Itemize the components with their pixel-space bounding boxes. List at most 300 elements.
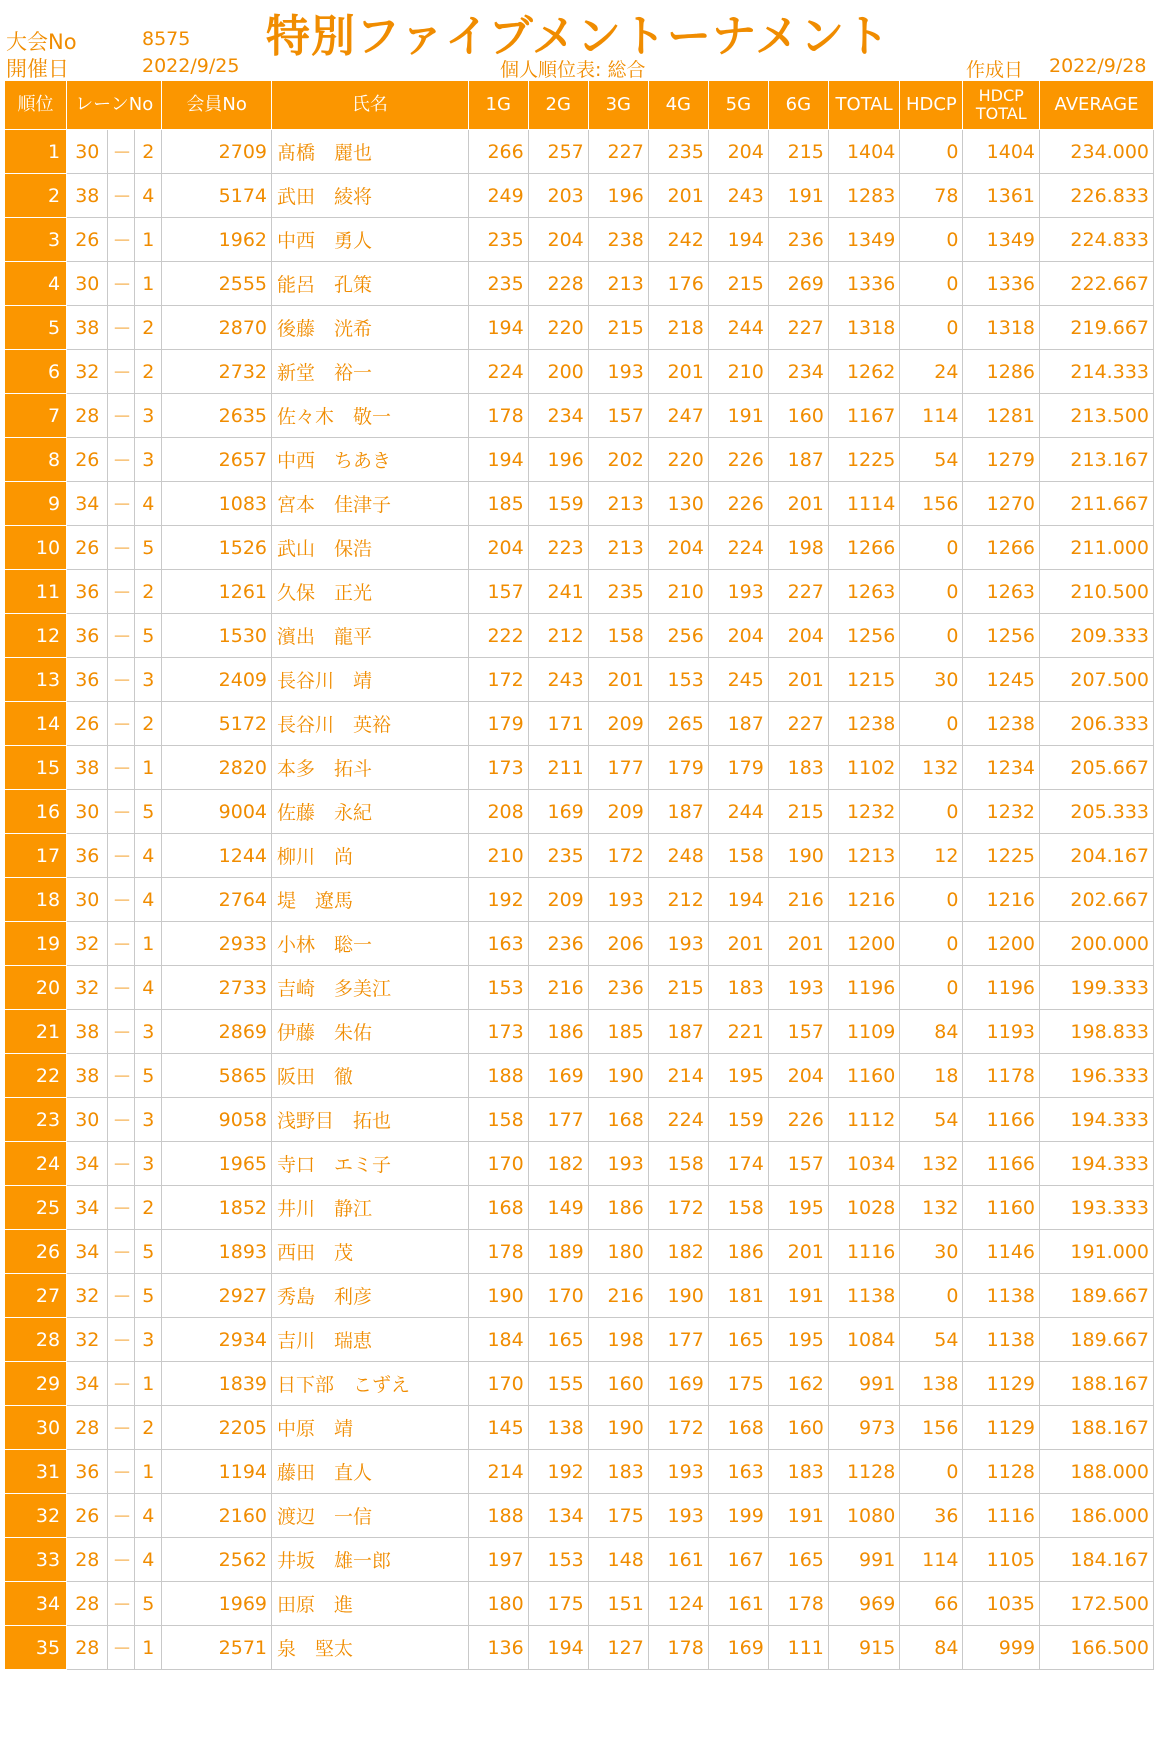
game2-cell: 171 <box>528 702 588 746</box>
table-row <box>5 746 1154 790</box>
game1-cell: 145 <box>468 1406 528 1450</box>
lane-cell: 34 <box>67 1186 108 1230</box>
average-cell: 166.500 <box>1040 1626 1154 1670</box>
game2-cell: 155 <box>528 1362 588 1406</box>
game6-cell: 198 <box>768 526 828 570</box>
rank-cell: 12 <box>5 614 67 658</box>
game2-cell: 175 <box>528 1582 588 1626</box>
player-name-cell: 新堂 裕一 <box>272 350 469 394</box>
hdcp-cell: 84 <box>900 1010 963 1054</box>
game4-cell: 215 <box>648 966 708 1010</box>
game6-cell: 183 <box>768 746 828 790</box>
lane-cell: 34 <box>67 1230 108 1274</box>
member-no-cell: 2709 <box>162 130 272 174</box>
hdcp-total-cell: 1146 <box>963 1230 1040 1274</box>
average-cell: 188.167 <box>1040 1362 1154 1406</box>
box-cell: 2 <box>135 130 162 174</box>
game4-cell: 235 <box>648 130 708 174</box>
table-row <box>5 922 1154 966</box>
hdcp-total-cell: 1270 <box>963 482 1040 526</box>
average-cell: 222.667 <box>1040 262 1154 306</box>
player-name-cell: 長谷川 英裕 <box>272 702 469 746</box>
total-cell: 1084 <box>828 1318 899 1362</box>
game4-cell: 247 <box>648 394 708 438</box>
game3-cell: 168 <box>588 1098 648 1142</box>
game6-cell: 201 <box>768 482 828 526</box>
box-cell: 3 <box>135 1142 162 1186</box>
lane-separator: － <box>108 350 135 394</box>
table-row <box>5 1274 1154 1318</box>
game3-cell: 151 <box>588 1582 648 1626</box>
game6-cell: 215 <box>768 790 828 834</box>
player-name-cell: 柳川 尚 <box>272 834 469 878</box>
total-cell: 1266 <box>828 526 899 570</box>
game6-cell: 269 <box>768 262 828 306</box>
box-cell: 1 <box>135 262 162 306</box>
game2-cell: 177 <box>528 1098 588 1142</box>
game5-cell: 158 <box>708 1186 768 1230</box>
hdcp-cell: 0 <box>900 878 963 922</box>
game1-cell: 157 <box>468 570 528 614</box>
member-no-cell: 2160 <box>162 1494 272 1538</box>
average-cell: 194.333 <box>1040 1142 1154 1186</box>
box-cell: 2 <box>135 1186 162 1230</box>
col-g6-header: 6G <box>768 81 828 130</box>
lane-cell: 36 <box>67 834 108 878</box>
member-no-cell: 2562 <box>162 1538 272 1582</box>
lane-cell: 38 <box>67 306 108 350</box>
member-no-cell: 2820 <box>162 746 272 790</box>
lane-cell: 38 <box>67 1010 108 1054</box>
member-no-cell: 1852 <box>162 1186 272 1230</box>
hdcp-total-cell: 999 <box>963 1626 1040 1670</box>
game5-cell: 161 <box>708 1582 768 1626</box>
lane-separator: － <box>108 218 135 262</box>
table-row <box>5 130 1154 174</box>
total-cell: 1138 <box>828 1274 899 1318</box>
member-no-cell: 1530 <box>162 614 272 658</box>
game3-cell: 213 <box>588 262 648 306</box>
table-row <box>5 1362 1154 1406</box>
col-g2-header: 2G <box>528 81 588 130</box>
hdcp-total-cell: 1336 <box>963 262 1040 306</box>
total-cell: 1112 <box>828 1098 899 1142</box>
game1-cell: 235 <box>468 218 528 262</box>
total-cell: 1238 <box>828 702 899 746</box>
game2-cell: 169 <box>528 790 588 834</box>
hdcp-total-cell: 1234 <box>963 746 1040 790</box>
game5-cell: 204 <box>708 614 768 658</box>
game2-cell: 223 <box>528 526 588 570</box>
game1-cell: 178 <box>468 394 528 438</box>
hdcp-total-cell: 1116 <box>963 1494 1040 1538</box>
box-cell: 1 <box>135 1450 162 1494</box>
game5-cell: 175 <box>708 1362 768 1406</box>
game3-cell: 235 <box>588 570 648 614</box>
hdcp-cell: 132 <box>900 1186 963 1230</box>
game6-cell: 157 <box>768 1142 828 1186</box>
game2-cell: 209 <box>528 878 588 922</box>
created-date-value: 2022/9/28 <box>1049 55 1147 77</box>
game3-cell: 127 <box>588 1626 648 1670</box>
game6-cell: 187 <box>768 438 828 482</box>
game1-cell: 153 <box>468 966 528 1010</box>
hdcp-total-cell: 1238 <box>963 702 1040 746</box>
lane-cell: 28 <box>67 1406 108 1450</box>
total-cell: 991 <box>828 1538 899 1582</box>
box-cell: 5 <box>135 790 162 834</box>
hdcp-total-cell: 1129 <box>963 1362 1040 1406</box>
game1-cell: 158 <box>468 1098 528 1142</box>
col-member-header: 会員No <box>162 81 272 130</box>
lane-separator: － <box>108 1626 135 1670</box>
game4-cell: 210 <box>648 570 708 614</box>
event-date-value: 2022/9/25 <box>142 55 240 77</box>
game2-cell: 235 <box>528 834 588 878</box>
game4-cell: 187 <box>648 1010 708 1054</box>
total-cell: 991 <box>828 1362 899 1406</box>
lane-cell: 34 <box>67 1362 108 1406</box>
tournament-no-label: 大会No <box>6 30 77 54</box>
table-row <box>5 1450 1154 1494</box>
box-cell: 3 <box>135 1318 162 1362</box>
total-cell: 1318 <box>828 306 899 350</box>
hdcp-cell: 24 <box>900 350 963 394</box>
table-row <box>5 1054 1154 1098</box>
average-cell: 189.667 <box>1040 1318 1154 1362</box>
hdcp-cell: 156 <box>900 1406 963 1450</box>
average-cell: 184.167 <box>1040 1538 1154 1582</box>
total-cell: 1109 <box>828 1010 899 1054</box>
member-no-cell: 2927 <box>162 1274 272 1318</box>
member-no-cell: 1526 <box>162 526 272 570</box>
total-cell: 1114 <box>828 482 899 526</box>
game5-cell: 193 <box>708 570 768 614</box>
game6-cell: 190 <box>768 834 828 878</box>
lane-cell: 34 <box>67 482 108 526</box>
hdcp-total-cell: 1245 <box>963 658 1040 702</box>
lane-separator: － <box>108 1362 135 1406</box>
table-row <box>5 1582 1154 1626</box>
average-cell: 172.500 <box>1040 1582 1154 1626</box>
game3-cell: 186 <box>588 1186 648 1230</box>
hdcp-cell: 156 <box>900 482 963 526</box>
table-row <box>5 1626 1154 1670</box>
event-date-label: 開催日 <box>6 57 69 81</box>
game5-cell: 186 <box>708 1230 768 1274</box>
lane-separator: － <box>108 1582 135 1626</box>
hdcp-total-cell: 1281 <box>963 394 1040 438</box>
table-row <box>5 350 1154 394</box>
player-name-cell: 小林 聡一 <box>272 922 469 966</box>
table-row <box>5 306 1154 350</box>
game1-cell: 204 <box>468 526 528 570</box>
game4-cell: 190 <box>648 1274 708 1318</box>
game6-cell: 193 <box>768 966 828 1010</box>
rank-cell: 31 <box>5 1450 67 1494</box>
lane-cell: 30 <box>67 130 108 174</box>
game6-cell: 236 <box>768 218 828 262</box>
game2-cell: 165 <box>528 1318 588 1362</box>
total-cell: 1232 <box>828 790 899 834</box>
game2-cell: 153 <box>528 1538 588 1582</box>
hdcp-total-cell: 1286 <box>963 350 1040 394</box>
col-g3-header: 3G <box>588 81 648 130</box>
lane-separator: － <box>108 482 135 526</box>
game4-cell: 248 <box>648 834 708 878</box>
col-hdcp-total-line2: TOTAL <box>975 104 1027 123</box>
player-name-cell: 秀島 利彦 <box>272 1274 469 1318</box>
lane-separator: － <box>108 1406 135 1450</box>
hdcp-cell: 0 <box>900 1450 963 1494</box>
lane-separator: － <box>108 746 135 790</box>
lane-separator: － <box>108 262 135 306</box>
game6-cell: 201 <box>768 922 828 966</box>
hdcp-cell: 12 <box>900 834 963 878</box>
rank-cell: 35 <box>5 1626 67 1670</box>
game4-cell: 177 <box>648 1318 708 1362</box>
member-no-cell: 2733 <box>162 966 272 1010</box>
game2-cell: 186 <box>528 1010 588 1054</box>
game4-cell: 158 <box>648 1142 708 1186</box>
game5-cell: 158 <box>708 834 768 878</box>
table-row <box>5 218 1154 262</box>
total-cell: 1283 <box>828 174 899 218</box>
lane-cell: 30 <box>67 878 108 922</box>
game2-cell: 243 <box>528 658 588 702</box>
game5-cell: 201 <box>708 922 768 966</box>
game5-cell: 210 <box>708 350 768 394</box>
game2-cell: 212 <box>528 614 588 658</box>
table-row <box>5 262 1154 306</box>
hdcp-cell: 0 <box>900 922 963 966</box>
game3-cell: 196 <box>588 174 648 218</box>
table-row <box>5 438 1154 482</box>
game6-cell: 191 <box>768 174 828 218</box>
rank-cell: 2 <box>5 174 67 218</box>
player-name-cell: 髙橋 麗也 <box>272 130 469 174</box>
rank-cell: 10 <box>5 526 67 570</box>
game1-cell: 192 <box>468 878 528 922</box>
game3-cell: 160 <box>588 1362 648 1406</box>
game3-cell: 213 <box>588 482 648 526</box>
rank-cell: 8 <box>5 438 67 482</box>
lane-cell: 32 <box>67 1274 108 1318</box>
box-cell: 4 <box>135 966 162 1010</box>
player-name-cell: 佐藤 永紀 <box>272 790 469 834</box>
lane-cell: 26 <box>67 438 108 482</box>
average-cell: 211.000 <box>1040 526 1154 570</box>
game4-cell: 130 <box>648 482 708 526</box>
game4-cell: 201 <box>648 350 708 394</box>
rank-cell: 29 <box>5 1362 67 1406</box>
game2-cell: 228 <box>528 262 588 306</box>
hdcp-cell: 0 <box>900 130 963 174</box>
member-no-cell: 2764 <box>162 878 272 922</box>
rank-cell: 6 <box>5 350 67 394</box>
hdcp-total-cell: 1160 <box>963 1186 1040 1230</box>
average-cell: 205.667 <box>1040 746 1154 790</box>
game1-cell: 194 <box>468 306 528 350</box>
game4-cell: 204 <box>648 526 708 570</box>
game4-cell: 193 <box>648 1450 708 1494</box>
game1-cell: 194 <box>468 438 528 482</box>
lane-separator: － <box>108 526 135 570</box>
game4-cell: 187 <box>648 790 708 834</box>
lane-cell: 30 <box>67 262 108 306</box>
table-body <box>5 130 1154 1670</box>
hdcp-cell: 0 <box>900 218 963 262</box>
average-cell: 196.333 <box>1040 1054 1154 1098</box>
average-cell: 188.167 <box>1040 1406 1154 1450</box>
lane-cell: 26 <box>67 1494 108 1538</box>
game3-cell: 202 <box>588 438 648 482</box>
total-cell: 1216 <box>828 878 899 922</box>
lane-separator: － <box>108 1142 135 1186</box>
lane-separator: － <box>108 1274 135 1318</box>
lane-separator: － <box>108 570 135 614</box>
game2-cell: 203 <box>528 174 588 218</box>
hdcp-cell: 0 <box>900 966 963 1010</box>
table-row <box>5 174 1154 218</box>
game5-cell: 204 <box>708 130 768 174</box>
hdcp-cell: 0 <box>900 790 963 834</box>
game1-cell: 188 <box>468 1494 528 1538</box>
member-no-cell: 1969 <box>162 1582 272 1626</box>
game6-cell: 191 <box>768 1274 828 1318</box>
average-cell: 211.667 <box>1040 482 1154 526</box>
rank-cell: 34 <box>5 1582 67 1626</box>
rank-cell: 13 <box>5 658 67 702</box>
game5-cell: 179 <box>708 746 768 790</box>
player-name-cell: 井坂 雄一郎 <box>272 1538 469 1582</box>
box-cell: 3 <box>135 1098 162 1142</box>
game1-cell: 208 <box>468 790 528 834</box>
game6-cell: 234 <box>768 350 828 394</box>
game4-cell: 124 <box>648 1582 708 1626</box>
average-cell: 202.667 <box>1040 878 1154 922</box>
game4-cell: 214 <box>648 1054 708 1098</box>
hdcp-total-cell: 1318 <box>963 306 1040 350</box>
average-cell: 219.667 <box>1040 306 1154 350</box>
total-cell: 915 <box>828 1626 899 1670</box>
lane-separator: － <box>108 1054 135 1098</box>
total-cell: 1404 <box>828 130 899 174</box>
game2-cell: 204 <box>528 218 588 262</box>
average-cell: 210.500 <box>1040 570 1154 614</box>
game3-cell: 180 <box>588 1230 648 1274</box>
player-name-cell: 本多 拓斗 <box>272 746 469 790</box>
box-cell: 1 <box>135 746 162 790</box>
game1-cell: 249 <box>468 174 528 218</box>
member-no-cell: 1893 <box>162 1230 272 1274</box>
rank-cell: 1 <box>5 130 67 174</box>
game6-cell: 215 <box>768 130 828 174</box>
game4-cell: 212 <box>648 878 708 922</box>
rank-cell: 4 <box>5 262 67 306</box>
hdcp-cell: 54 <box>900 438 963 482</box>
game1-cell: 210 <box>468 834 528 878</box>
player-name-cell: 泉 堅太 <box>272 1626 469 1670</box>
game3-cell: 190 <box>588 1406 648 1450</box>
box-cell: 5 <box>135 1582 162 1626</box>
member-no-cell: 2409 <box>162 658 272 702</box>
game6-cell: 160 <box>768 1406 828 1450</box>
hdcp-total-cell: 1129 <box>963 1406 1040 1450</box>
game5-cell: 181 <box>708 1274 768 1318</box>
total-cell: 973 <box>828 1406 899 1450</box>
col-total-header: TOTAL <box>828 81 899 130</box>
average-cell: 226.833 <box>1040 174 1154 218</box>
player-name-cell: 堤 遼馬 <box>272 878 469 922</box>
game4-cell: 220 <box>648 438 708 482</box>
player-name-cell: 吉川 瑞恵 <box>272 1318 469 1362</box>
page-title: 特別ファイブメントーナメント <box>265 11 891 62</box>
game5-cell: 221 <box>708 1010 768 1054</box>
rank-cell: 16 <box>5 790 67 834</box>
average-cell: 214.333 <box>1040 350 1154 394</box>
game1-cell: 168 <box>468 1186 528 1230</box>
total-cell: 1262 <box>828 350 899 394</box>
rank-cell: 20 <box>5 966 67 1010</box>
game4-cell: 161 <box>648 1538 708 1582</box>
total-cell: 1225 <box>828 438 899 482</box>
col-g4-header: 4G <box>648 81 708 130</box>
game3-cell: 193 <box>588 878 648 922</box>
game2-cell: 159 <box>528 482 588 526</box>
table-row <box>5 526 1154 570</box>
game4-cell: 265 <box>648 702 708 746</box>
game6-cell: 195 <box>768 1186 828 1230</box>
hdcp-cell: 54 <box>900 1318 963 1362</box>
game5-cell: 243 <box>708 174 768 218</box>
average-cell: 204.167 <box>1040 834 1154 878</box>
rank-cell: 33 <box>5 1538 67 1582</box>
lane-separator: － <box>108 174 135 218</box>
member-no-cell: 2205 <box>162 1406 272 1450</box>
player-name-cell: 阪田 徹 <box>272 1054 469 1098</box>
table-row <box>5 1186 1154 1230</box>
game1-cell: 178 <box>468 1230 528 1274</box>
game3-cell: 209 <box>588 790 648 834</box>
total-cell: 1200 <box>828 922 899 966</box>
hdcp-total-cell: 1225 <box>963 834 1040 878</box>
hdcp-cell: 18 <box>900 1054 963 1098</box>
box-cell: 1 <box>135 922 162 966</box>
rank-cell: 21 <box>5 1010 67 1054</box>
member-no-cell: 2657 <box>162 438 272 482</box>
game3-cell: 238 <box>588 218 648 262</box>
game2-cell: 236 <box>528 922 588 966</box>
member-no-cell: 2635 <box>162 394 272 438</box>
lane-cell: 26 <box>67 702 108 746</box>
game1-cell: 163 <box>468 922 528 966</box>
game4-cell: 218 <box>648 306 708 350</box>
lane-cell: 28 <box>67 1626 108 1670</box>
game5-cell: 194 <box>708 878 768 922</box>
lane-cell: 36 <box>67 658 108 702</box>
box-cell: 4 <box>135 878 162 922</box>
lane-separator: － <box>108 1538 135 1582</box>
game3-cell: 209 <box>588 702 648 746</box>
hdcp-cell: 54 <box>900 1098 963 1142</box>
game5-cell: 224 <box>708 526 768 570</box>
created-date-label: 作成日 <box>966 59 1024 81</box>
box-cell: 1 <box>135 218 162 262</box>
game1-cell: 197 <box>468 1538 528 1582</box>
table-row <box>5 1142 1154 1186</box>
box-cell: 3 <box>135 394 162 438</box>
